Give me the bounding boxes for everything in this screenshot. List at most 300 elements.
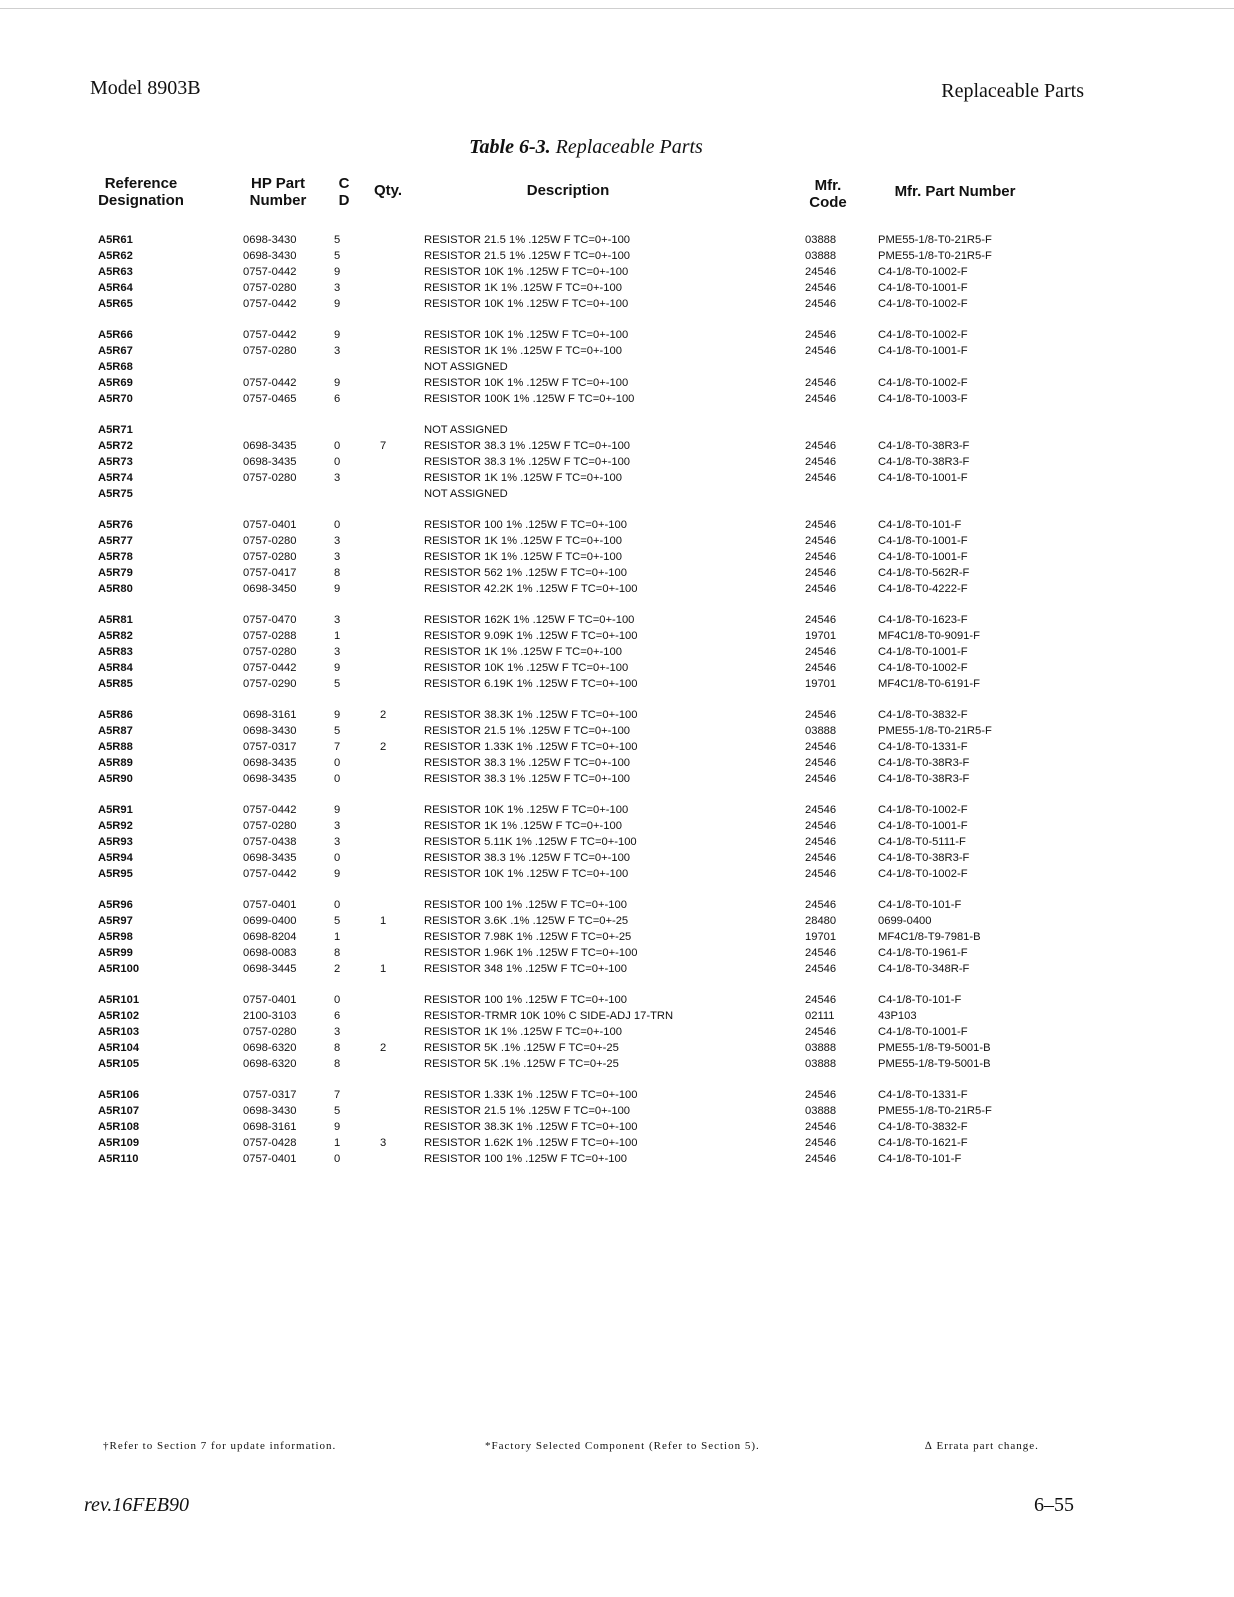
table-row [0, 755, 1234, 771]
mfr-code-cell: 24546 [805, 662, 837, 674]
reference-designation-cell: A5R77 [98, 535, 133, 547]
hp-part-number-cell: 0698-3435 [243, 852, 297, 864]
description-cell: RESISTOR 162K 1% .125W F TC=0+-100 [424, 614, 635, 626]
description-cell: RESISTOR 348 1% .125W F TC=0+-100 [424, 963, 627, 975]
description-cell: RESISTOR 1.96K 1% .125W F TC=0+-100 [424, 947, 638, 959]
mfr-part-number-cell: C4-1/8-T0-5111-F [878, 836, 966, 848]
check-digit-cell: 0 [334, 519, 341, 531]
mfr-part-number-cell: C4-1/8-T0-38R3-F [878, 456, 970, 468]
table-row [0, 264, 1234, 280]
mfr-part-number-cell: C4-1/8-T0-4222-F [878, 583, 968, 595]
mfr-part-number-cell: 43P103 [878, 1010, 917, 1022]
description-cell: RESISTOR 38.3 1% .125W F TC=0+-100 [424, 757, 631, 769]
column-header-description: Description [526, 182, 610, 199]
hp-part-number-cell: 0698-3161 [243, 1121, 297, 1133]
check-digit-cell: 9 [334, 1121, 341, 1133]
hp-part-number-cell: 0757-0280 [243, 820, 297, 832]
check-digit-cell: 7 [334, 1089, 341, 1101]
reference-designation-cell: A5R96 [98, 899, 133, 911]
reference-designation-cell: A5R92 [98, 820, 133, 832]
table-row [0, 454, 1234, 470]
mfr-part-number-cell: C4-1/8-T0-1001-F [878, 282, 968, 294]
description-cell: RESISTOR 38.3 1% .125W F TC=0+-100 [424, 773, 631, 785]
mfr-code-cell: 03888 [805, 1058, 837, 1070]
hp-part-number-cell: 0757-0428 [243, 1137, 297, 1149]
mfr-part-number-cell: C4-1/8-T0-1001-F [878, 1026, 968, 1038]
mfr-code-cell: 24546 [805, 472, 837, 484]
check-digit-cell: 3 [334, 646, 341, 658]
mfr-code-cell: 24546 [805, 1121, 837, 1133]
table-row [0, 1024, 1234, 1040]
hp-part-number-cell: 0698-6320 [243, 1042, 297, 1054]
check-digit-cell: 9 [334, 868, 341, 880]
mfr-code-cell: 19701 [805, 678, 837, 690]
mfr-code-cell: 24546 [805, 393, 837, 405]
mfr-part-number-cell: C4-1/8-T0-38R3-F [878, 757, 970, 769]
table-row [0, 992, 1234, 1008]
hp-part-number-cell: 0698-3435 [243, 456, 297, 468]
table-row [0, 1056, 1234, 1072]
reference-designation-cell: A5R90 [98, 773, 133, 785]
mfr-part-number-cell: C4-1/8-T0-1003-F [878, 393, 968, 405]
description-cell: RESISTOR 1K 1% .125W F TC=0+-100 [424, 646, 622, 658]
check-digit-cell: 5 [334, 915, 341, 927]
check-digit-cell: 5 [334, 250, 341, 262]
mfr-code-cell: 03888 [805, 234, 837, 246]
hp-part-number-cell: 0757-0401 [243, 1153, 297, 1165]
description-cell: RESISTOR 21.5 1% .125W F TC=0+-100 [424, 234, 631, 246]
reference-designation-cell: A5R108 [98, 1121, 140, 1133]
hp-part-number-cell: 0757-0442 [243, 329, 297, 341]
check-digit-cell: 7 [334, 741, 341, 753]
model-header: Model 8903B [90, 77, 201, 99]
mfr-part-number-cell: C4-1/8-T0-101-F [878, 899, 962, 911]
mfr-part-number-cell: C4-1/8-T0-1331-F [878, 741, 968, 753]
mfr-code-cell: 24546 [805, 757, 837, 769]
revision-label: rev.16FEB90 [84, 1494, 189, 1516]
description-cell: RESISTOR 21.5 1% .125W F TC=0+-100 [424, 725, 631, 737]
table-row [0, 359, 1234, 375]
page-number: 6–55 [1034, 1494, 1074, 1516]
hp-part-number-cell: 0757-0442 [243, 377, 297, 389]
mfr-code-cell: 24546 [805, 583, 837, 595]
table-row [0, 391, 1234, 407]
section-header: Replaceable Parts [941, 80, 1084, 102]
table-row [0, 1087, 1234, 1103]
hp-part-number-cell: 0698-3435 [243, 773, 297, 785]
hp-part-number-cell: 0757-0288 [243, 630, 297, 642]
mfr-code-cell: 03888 [805, 1042, 837, 1054]
reference-designation-cell: A5R95 [98, 868, 133, 880]
hp-part-number-cell: 0757-0465 [243, 393, 297, 405]
table-row [0, 676, 1234, 692]
description-cell: RESISTOR 21.5 1% .125W F TC=0+-100 [424, 1105, 631, 1117]
check-digit-cell: 8 [334, 567, 341, 579]
column-header-cd-line1: C [338, 175, 350, 192]
mfr-code-cell: 24546 [805, 852, 837, 864]
hp-part-number-cell: 0698-3161 [243, 709, 297, 721]
reference-designation-cell: A5R71 [98, 424, 133, 436]
mfr-code-cell: 24546 [805, 266, 837, 278]
reference-designation-cell: A5R72 [98, 440, 133, 452]
reference-designation-cell: A5R94 [98, 852, 133, 864]
table-row [0, 533, 1234, 549]
hp-part-number-cell: 0757-0280 [243, 472, 297, 484]
check-digit-cell: 0 [334, 757, 341, 769]
check-digit-cell: 3 [334, 614, 341, 626]
quantity-cell: 1 [380, 915, 387, 927]
table-row [0, 850, 1234, 866]
table-row [0, 486, 1234, 502]
reference-designation-cell: A5R98 [98, 931, 133, 943]
mfr-code-cell: 24546 [805, 1089, 837, 1101]
check-digit-cell: 0 [334, 773, 341, 785]
mfr-part-number-cell: C4-1/8-T0-38R3-F [878, 440, 970, 452]
hp-part-number-cell: 0757-0280 [243, 551, 297, 563]
hp-part-number-cell: 0698-3435 [243, 440, 297, 452]
mfr-code-cell: 24546 [805, 282, 837, 294]
mfr-code-cell: 24546 [805, 298, 837, 310]
description-cell: RESISTOR 100 1% .125W F TC=0+-100 [424, 1153, 627, 1165]
hp-part-number-cell: 0698-3450 [243, 583, 297, 595]
description-cell: RESISTOR 1.33K 1% .125W F TC=0+-100 [424, 741, 638, 753]
table-row [0, 327, 1234, 343]
reference-designation-cell: A5R73 [98, 456, 133, 468]
mfr-part-number-cell: PME55-1/8-T0-21R5-F [878, 234, 992, 246]
hp-part-number-cell: 0757-0280 [243, 1026, 297, 1038]
hp-part-number-cell: 0757-0442 [243, 266, 297, 278]
table-row [0, 375, 1234, 391]
table-row [0, 707, 1234, 723]
check-digit-cell: 9 [334, 266, 341, 278]
check-digit-cell: 0 [334, 852, 341, 864]
check-digit-cell: 3 [334, 551, 341, 563]
check-digit-cell: 6 [334, 393, 341, 405]
check-digit-cell: 3 [334, 345, 341, 357]
mfr-part-number-cell: C4-1/8-T0-101-F [878, 519, 962, 531]
check-digit-cell: 0 [334, 1153, 341, 1165]
reference-designation-cell: A5R110 [98, 1153, 139, 1165]
check-digit-cell: 9 [334, 298, 341, 310]
reference-designation-cell: A5R74 [98, 472, 133, 484]
reference-designation-cell: A5R75 [98, 488, 133, 500]
table-row [0, 644, 1234, 660]
description-cell: RESISTOR 1K 1% .125W F TC=0+-100 [424, 551, 622, 563]
reference-designation-cell: A5R100 [98, 963, 140, 975]
column-header-mfr-part-number: Mfr. Part Number [894, 183, 1016, 200]
mfr-part-number-cell: C4-1/8-T0-348R-F [878, 963, 970, 975]
table-row [0, 897, 1234, 913]
reference-designation-cell: A5R102 [98, 1010, 140, 1022]
description-cell: RESISTOR 7.98K 1% .125W F TC=0+-25 [424, 931, 632, 943]
check-digit-cell: 9 [334, 804, 341, 816]
mfr-code-cell: 28480 [805, 915, 837, 927]
hp-part-number-cell: 0757-0470 [243, 614, 297, 626]
quantity-cell: 1 [380, 963, 387, 975]
hp-part-number-cell: 0698-3430 [243, 250, 297, 262]
reference-designation-cell: A5R80 [98, 583, 133, 595]
description-cell: RESISTOR 1K 1% .125W F TC=0+-100 [424, 820, 622, 832]
reference-designation-cell: A5R105 [98, 1058, 140, 1070]
table-row [0, 280, 1234, 296]
mfr-part-number-cell: C4-1/8-T0-1002-F [878, 804, 968, 816]
mfr-part-number-cell: PME55-1/8-T9-5001-B [878, 1058, 991, 1070]
mfr-code-cell: 03888 [805, 725, 837, 737]
column-header-cd-line2: D [338, 192, 350, 209]
mfr-code-cell: 24546 [805, 836, 837, 848]
check-digit-cell: 3 [334, 820, 341, 832]
description-cell: RESISTOR 5K .1% .125W F TC=0+-25 [424, 1042, 619, 1054]
check-digit-cell: 1 [334, 1137, 341, 1149]
description-cell: RESISTOR 100K 1% .125W F TC=0+-100 [424, 393, 635, 405]
table-row [0, 470, 1234, 486]
check-digit-cell: 9 [334, 709, 341, 721]
mfr-part-number-cell: C4-1/8-T0-1621-F [878, 1137, 968, 1149]
mfr-part-number-cell: C4-1/8-T0-1001-F [878, 646, 968, 658]
column-header-reference-line1: Reference [104, 175, 178, 192]
table-row [0, 660, 1234, 676]
mfr-code-cell: 24546 [805, 551, 837, 563]
hp-part-number-cell: 0698-3435 [243, 757, 297, 769]
description-cell: NOT ASSIGNED [424, 361, 508, 373]
check-digit-cell: 8 [334, 947, 341, 959]
mfr-code-cell: 24546 [805, 773, 837, 785]
reference-designation-cell: A5R68 [98, 361, 133, 373]
hp-part-number-cell: 0698-3430 [243, 234, 297, 246]
reference-designation-cell: A5R69 [98, 377, 133, 389]
mfr-part-number-cell: C4-1/8-T0-1001-F [878, 472, 968, 484]
quantity-cell: 2 [380, 709, 387, 721]
table-row [0, 739, 1234, 755]
mfr-code-cell: 24546 [805, 994, 837, 1006]
quantity-cell: 2 [380, 1042, 387, 1054]
reference-designation-cell: A5R83 [98, 646, 133, 658]
mfr-code-cell: 24546 [805, 567, 837, 579]
check-digit-cell: 9 [334, 662, 341, 674]
reference-designation-cell: A5R106 [98, 1089, 140, 1101]
table-number: Table 6-3. [469, 136, 551, 158]
mfr-code-cell: 24546 [805, 804, 837, 816]
reference-designation-cell: A5R104 [98, 1042, 140, 1054]
mfr-part-number-cell: C4-1/8-T0-1002-F [878, 662, 968, 674]
mfr-part-number-cell: C4-1/8-T0-1002-F [878, 298, 968, 310]
table-row [0, 1040, 1234, 1056]
table-row [0, 1135, 1234, 1151]
mfr-code-cell: 24546 [805, 440, 837, 452]
table-title [0, 136, 1172, 159]
mfr-part-number-cell: C4-1/8-T0-3832-F [878, 709, 968, 721]
hp-part-number-cell: 0757-0280 [243, 345, 297, 357]
mfr-code-cell: 24546 [805, 709, 837, 721]
mfr-code-cell: 19701 [805, 931, 837, 943]
check-digit-cell: 1 [334, 931, 341, 943]
table-row [0, 818, 1234, 834]
reference-designation-cell: A5R62 [98, 250, 133, 262]
table-row [0, 834, 1234, 850]
mfr-part-number-cell: PME55-1/8-T0-21R5-F [878, 250, 992, 262]
table-row [0, 929, 1234, 945]
description-cell: RESISTOR 38.3 1% .125W F TC=0+-100 [424, 852, 631, 864]
mfr-part-number-cell: C4-1/8-T0-1002-F [878, 329, 968, 341]
mfr-code-cell: 24546 [805, 614, 837, 626]
reference-designation-cell: A5R78 [98, 551, 133, 563]
footnote-factory-selected: *Factory Selected Component (Refer to Section 5). [485, 1440, 760, 1452]
table-row [0, 1008, 1234, 1024]
mfr-code-cell: 03888 [805, 1105, 837, 1117]
reference-designation-cell: A5R79 [98, 567, 133, 579]
reference-designation-cell: A5R67 [98, 345, 133, 357]
mfr-code-cell: 19701 [805, 630, 837, 642]
mfr-part-number-cell: C4-1/8-T0-1002-F [878, 377, 968, 389]
table-row [0, 628, 1234, 644]
check-digit-cell: 5 [334, 678, 341, 690]
mfr-code-cell: 24546 [805, 899, 837, 911]
reference-designation-cell: A5R84 [98, 662, 133, 674]
table-row [0, 1103, 1234, 1119]
column-header-hp-part-line1: HP Part [251, 175, 305, 192]
parts-table-body [0, 232, 1234, 1167]
hp-part-number-cell: 2100-3103 [243, 1010, 297, 1022]
mfr-part-number-cell: C4-1/8-T0-1001-F [878, 345, 968, 357]
description-cell: RESISTOR 10K 1% .125W F TC=0+-100 [424, 868, 629, 880]
mfr-code-cell: 24546 [805, 519, 837, 531]
description-cell: RESISTOR 9.09K 1% .125W F TC=0+-100 [424, 630, 638, 642]
hp-part-number-cell: 0698-0083 [243, 947, 297, 959]
column-header-mfr-code-line2: Code [809, 194, 847, 211]
reference-designation-cell: A5R87 [98, 725, 133, 737]
description-cell: RESISTOR 10K 1% .125W F TC=0+-100 [424, 377, 629, 389]
table-row [0, 802, 1234, 818]
description-cell: NOT ASSIGNED [424, 424, 508, 436]
check-digit-cell: 8 [334, 1058, 341, 1070]
mfr-part-number-cell: C4-1/8-T0-1623-F [878, 614, 968, 626]
description-cell: RESISTOR 10K 1% .125W F TC=0+-100 [424, 329, 629, 341]
table-name: Replaceable Parts [555, 136, 703, 158]
hp-part-number-cell: 0757-0401 [243, 994, 297, 1006]
reference-designation-cell: A5R93 [98, 836, 133, 848]
hp-part-number-cell: 0757-0442 [243, 298, 297, 310]
table-row [0, 232, 1234, 248]
table-row [0, 771, 1234, 787]
description-cell: RESISTOR-TRMR 10K 10% C SIDE-ADJ 17-TRN [424, 1010, 674, 1022]
hp-part-number-cell: 0757-0442 [243, 662, 297, 674]
quantity-cell: 2 [380, 741, 387, 753]
description-cell: RESISTOR 38.3K 1% .125W F TC=0+-100 [424, 709, 638, 721]
reference-designation-cell: A5R86 [98, 709, 133, 721]
table-row [0, 581, 1234, 597]
mfr-code-cell: 24546 [805, 820, 837, 832]
mfr-code-cell: 24546 [805, 345, 837, 357]
check-digit-cell: 0 [334, 456, 341, 468]
description-cell: RESISTOR 1.33K 1% .125W F TC=0+-100 [424, 1089, 638, 1101]
column-header-qty: Qty. [373, 182, 403, 199]
check-digit-cell: 3 [334, 282, 341, 294]
hp-part-number-cell: 0757-0280 [243, 535, 297, 547]
description-cell: RESISTOR 5.11K 1% .125W F TC=0+-100 [424, 836, 637, 848]
footnote-errata: ∆ Errata part change. [925, 1440, 1039, 1452]
table-row [0, 517, 1234, 533]
check-digit-cell: 2 [334, 963, 341, 975]
mfr-code-cell: 24546 [805, 1026, 837, 1038]
table-row [0, 961, 1234, 977]
hp-part-number-cell: 0699-0400 [243, 915, 297, 927]
mfr-part-number-cell: C4-1/8-T0-3832-F [878, 1121, 968, 1133]
hp-part-number-cell: 0757-0442 [243, 804, 297, 816]
hp-part-number-cell: 0757-0280 [243, 282, 297, 294]
mfr-code-cell: 24546 [805, 963, 837, 975]
table-row [0, 1151, 1234, 1167]
quantity-cell: 3 [380, 1137, 387, 1149]
footnote-update: †Refer to Section 7 for update information. [103, 1440, 337, 1452]
column-header-reference [96, 175, 186, 209]
check-digit-cell: 9 [334, 583, 341, 595]
check-digit-cell: 5 [334, 725, 341, 737]
mfr-part-number-cell: C4-1/8-T0-1002-F [878, 868, 968, 880]
mfr-code-cell: 24546 [805, 947, 837, 959]
description-cell: RESISTOR 1K 1% .125W F TC=0+-100 [424, 472, 622, 484]
mfr-code-cell: 24546 [805, 868, 837, 880]
table-row [0, 422, 1234, 438]
mfr-part-number-cell: C4-1/8-T0-38R3-F [878, 852, 970, 864]
mfr-part-number-cell: MF4C1/8-T0-9091-F [878, 630, 980, 642]
mfr-code-cell: 24546 [805, 1137, 837, 1149]
mfr-code-cell: 24546 [805, 535, 837, 547]
mfr-code-cell: 02111 [805, 1010, 835, 1022]
mfr-part-number-cell: PME55-1/8-T9-5001-B [878, 1042, 991, 1054]
table-row [0, 248, 1234, 264]
mfr-code-cell: 24546 [805, 377, 837, 389]
check-digit-cell: 0 [334, 899, 341, 911]
hp-part-number-cell: 0757-0401 [243, 899, 297, 911]
description-cell: RESISTOR 100 1% .125W F TC=0+-100 [424, 994, 627, 1006]
description-cell: RESISTOR 3.6K .1% .125W F TC=0+-25 [424, 915, 629, 927]
mfr-part-number-cell: C4-1/8-T0-1001-F [878, 820, 968, 832]
reference-designation-cell: A5R103 [98, 1026, 140, 1038]
table-row [0, 612, 1234, 628]
mfr-part-number-cell: C4-1/8-T0-1331-F [878, 1089, 968, 1101]
column-header-hp-part-line2: Number [249, 192, 307, 209]
description-cell: RESISTOR 1K 1% .125W F TC=0+-100 [424, 282, 622, 294]
description-cell: RESISTOR 38.3 1% .125W F TC=0+-100 [424, 440, 631, 452]
mfr-part-number-cell: 0699-0400 [878, 915, 932, 927]
mfr-part-number-cell: MF4C1/8-T0-6191-F [878, 678, 980, 690]
table-row [0, 549, 1234, 565]
hp-part-number-cell: 0757-0401 [243, 519, 297, 531]
mfr-part-number-cell: PME55-1/8-T0-21R5-F [878, 1105, 992, 1117]
mfr-part-number-cell: C4-1/8-T0-101-F [878, 1153, 962, 1165]
description-cell: RESISTOR 1K 1% .125W F TC=0+-100 [424, 345, 622, 357]
description-cell: RESISTOR 562 1% .125W F TC=0+-100 [424, 567, 627, 579]
description-cell: RESISTOR 21.5 1% .125W F TC=0+-100 [424, 250, 631, 262]
reference-designation-cell: A5R81 [98, 614, 133, 626]
description-cell: RESISTOR 5K .1% .125W F TC=0+-25 [424, 1058, 619, 1070]
reference-designation-cell: A5R88 [98, 741, 133, 753]
hp-part-number-cell: 0698-6320 [243, 1058, 297, 1070]
reference-designation-cell: A5R109 [98, 1137, 140, 1149]
mfr-code-cell: 24546 [805, 741, 837, 753]
check-digit-cell: 0 [334, 440, 341, 452]
hp-part-number-cell: 0757-0317 [243, 741, 297, 753]
description-cell: RESISTOR 38.3 1% .125W F TC=0+-100 [424, 456, 631, 468]
description-cell: RESISTOR 42.2K 1% .125W F TC=0+-100 [424, 583, 638, 595]
mfr-part-number-cell: C4-1/8-T0-1002-F [878, 266, 968, 278]
table-row [0, 565, 1234, 581]
reference-designation-cell: A5R76 [98, 519, 133, 531]
reference-designation-cell: A5R65 [98, 298, 133, 310]
mfr-part-number-cell: C4-1/8-T0-101-F [878, 994, 962, 1006]
description-cell: RESISTOR 100 1% .125W F TC=0+-100 [424, 519, 627, 531]
column-header-hp-part [242, 175, 314, 209]
